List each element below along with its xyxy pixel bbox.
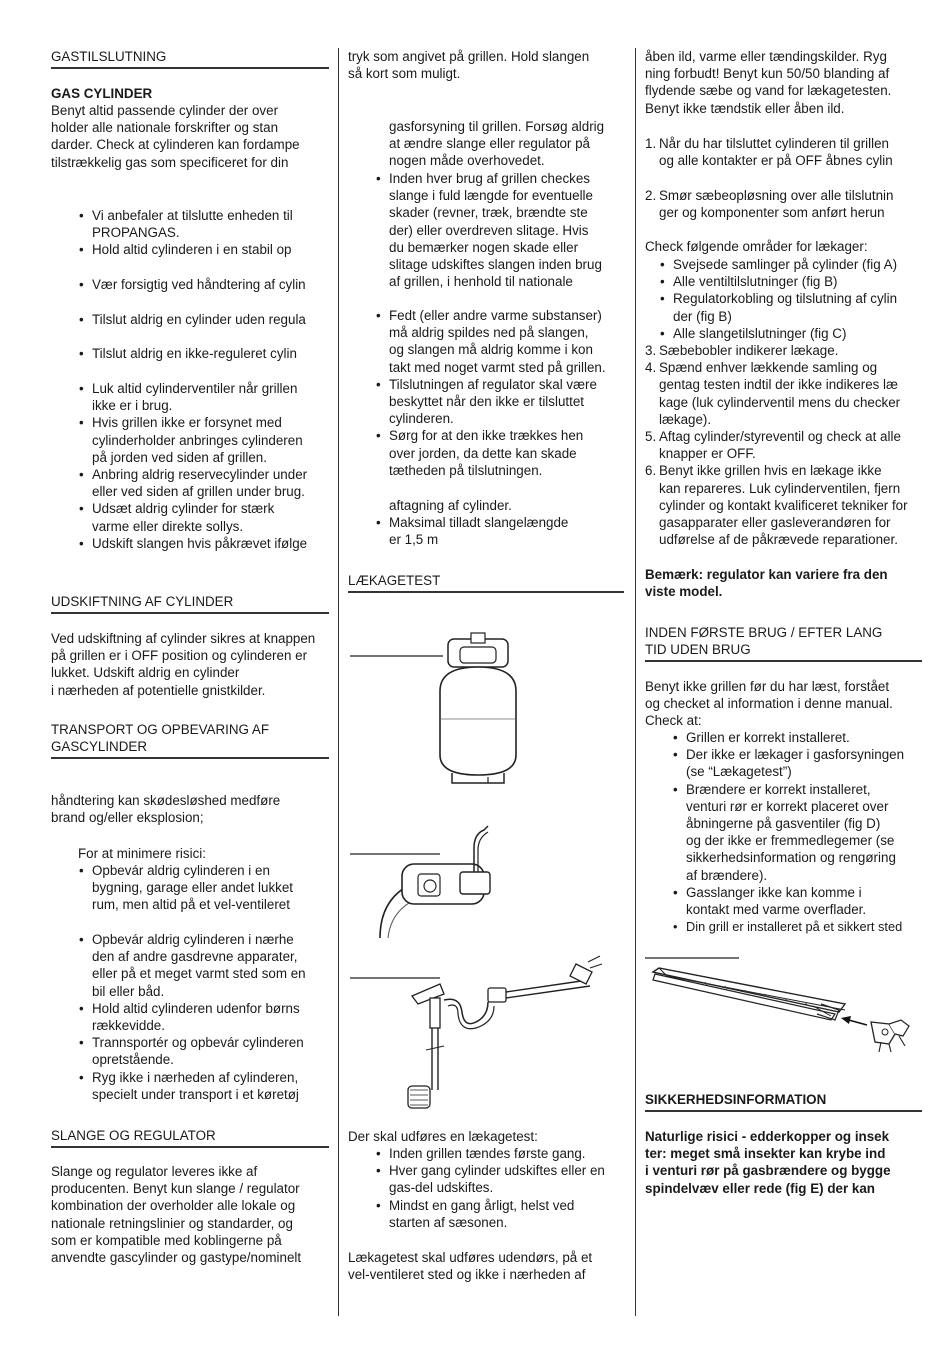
note-regulator: Bemærk: regulator kan variere fra den viste model.	[645, 567, 888, 600]
bullet-list-transport-1	[92, 862, 329, 914]
list-item: • Brændere er korrekt installeret, venturi rør er korrekt placeret over åbningerne på gasventiler (fig D) og der ikke er fremmedlegemer (se sikkerhedsinformation og rengøring af brændere).	[686, 781, 922, 884]
bullet-list-cylinder-1	[92, 207, 329, 362]
valve-regulator-illustration	[348, 820, 624, 940]
list-item: • Vær forsigtig ved håndtering af cylin	[92, 276, 329, 293]
indent-aftagning: aftagning af cylinder.	[389, 498, 512, 513]
list-item: • Sørg for at den ikke trækkes hen over jorden, da dette kan skade tætheden på tilslutningen.	[389, 427, 624, 479]
list-item: • Udsæt aldrig cylinder for stærk varme eller direkte sollys.	[92, 500, 329, 534]
list-item: • Regulatorkobling og tilslutning af cylin der (fig B)	[673, 290, 922, 324]
step-4: 4. Spænd enhver lækkende samling og gentag testen indtil der ikke indikeres læ kage (luk cylinderventil mens du checker lækage).	[645, 360, 901, 427]
list-item: • Alle slangetilslutninger (fig C)	[673, 325, 922, 342]
bullet-list-check	[673, 256, 922, 342]
list-item: • Inden grillen tændes første gang.	[389, 1145, 624, 1162]
check-intro: Check følgende områder for lækager:	[645, 239, 868, 254]
list-item: • Maksimal tilladt slangelængde er 1,5 m	[389, 514, 624, 548]
bullet-list-slange-3	[389, 514, 624, 548]
list-item: • Opbevár aldrig cylinderen i en bygning, garage eller andet lukket rum, men altid på et vel-ventileret	[92, 862, 329, 914]
step-3: 3. Sæbebobler indikerer lækage.	[645, 343, 839, 358]
list-item: • Hvis grillen ikke er forsynet med cylinderholder anbringes cylinderen på jorden ved siden af grillen.	[92, 414, 329, 466]
step-1: 1. Når du har tilsluttet cylinderen til grillen og alle kontakter er på OFF åbnes cylin	[645, 136, 893, 169]
bullet-list-slange-1	[389, 170, 624, 290]
heading-transport: TRANSPORT OG OPBEVARING AF GASCYLINDER	[51, 721, 329, 759]
bullet-list-slange-2	[389, 307, 624, 479]
bullet-list-laekagetest	[389, 1145, 624, 1231]
cylinder-illustration	[348, 625, 624, 790]
list-item: • Hver gang cylinder udskiftes eller en gas-del udskiftes.	[389, 1162, 624, 1196]
list-item: • Trannsportér og opbevár cylinderen opretstående.	[92, 1034, 329, 1068]
list-item: • Tilslut aldrig en ikke-reguleret cylin	[92, 345, 329, 362]
step-6: 6. Benyt ikke grillen hvis en lækage ikke kan repareres. Luk cylinderventilen, fjern cylinder og kontakt kvalificeret tekniker for gasapparater eller gasleverandøren for udførelse af de påkrævede reparationer.	[645, 463, 908, 548]
heading-slange: SLANGE OG REGULATOR	[51, 1127, 329, 1148]
heading-udskiftning: UDSKIFTNING AF CYLINDER	[51, 593, 329, 614]
para-sikkerhed: Naturlige risici - edderkopper og insek ter: meget små insekter kan krybe ind i venturi rør på gasbrændere og bygge spindelvæv eller rede (fig E) der kan	[645, 1129, 891, 1196]
bullet-list-transport-2	[92, 931, 329, 1103]
laekagetest-intro: Der skal udføres en lækagetest:	[348, 1129, 538, 1144]
step-5: 5. Aftag cylinder/styreventil og check at alle knapper er OFF.	[645, 429, 901, 462]
list-item: • Anbring aldrig reservecylinder under eller ved siden af grillen under brug.	[92, 466, 329, 500]
burner-venturi-illustration	[645, 950, 922, 1060]
list-item: • Svejsede samlinger på cylinder (fig A)	[673, 256, 922, 273]
para-laekagetest-cont: åben ild, varme eller tændingskilder. Ryg ning forbudt! Benyt kun 50/50 blanding af flydende sæbe og vand for lækagetesten. Benyt ikke tændstik eller åben ild.	[645, 49, 892, 116]
para-slange-cont: tryk som angivet på grillen. Hold slangen så kort som muligt.	[348, 49, 590, 82]
list-item: • Udskift slangen hvis påkrævet ifølge	[92, 535, 329, 552]
heading-laekagetest: LÆKAGETEST	[348, 572, 624, 593]
list-item: • Inden hver brug af grillen checkes slange i fuld længde for eventuelle skader (revner, træk, brændte ste der) eller overdreven slitage. Hvis du bemærker nogen skade eller slitage udskiftes slangen inden brug af grillen, i henhold til nationale	[389, 170, 624, 290]
list-item: • Alle ventiltilslutninger (fig B)	[673, 273, 922, 290]
list-item: • Opbevár aldrig cylinderen i nærhe den af andre gasdrevne apparater, eller på et meget varmt sted som en bil eller båd.	[92, 931, 329, 1000]
list-item: • Vi anbefaler at tilslutte enheden til PROPANGAS.	[92, 207, 329, 241]
list-item: • Tilslutningen af regulator skal være beskyttet når den ikke er tilsluttet cylinderen.	[389, 376, 624, 428]
list-item: • Grillen er korrekt installeret.	[686, 729, 922, 746]
para-transport: håndtering kan skødesløshed medføre brand og/eller eksplosion;	[51, 793, 281, 826]
subheading-gas-cylinder: GAS CYLINDER	[51, 86, 153, 101]
list-item: • Mindst en gang årligt, helst ved starten af sæsonen.	[389, 1197, 624, 1231]
list-item: • Tilslut aldrig en cylinder uden regula	[92, 311, 329, 328]
step-2: 2. Smør sæbeopløsning over alle tilslutnin ger og komponenter som anført herun	[645, 188, 894, 221]
bullet-list-inden	[686, 729, 922, 935]
para-udskiftning: Ved udskiftning af cylinder sikres at knappen på grillen er i OFF position og cylinderen er lukket. Udskift aldrig en cylinder i nærheden af potentielle gnistkilder.	[51, 631, 316, 698]
para-laekagetest: Lækagetest skal udføres udendørs, på et vel-ventileret sted og ikke i nærheden af	[348, 1250, 593, 1283]
bullet-list-cylinder-2	[92, 380, 329, 552]
heading-inden: INDEN FØRSTE BRUG / EFTER LANG TID UDEN BRUG	[645, 624, 922, 662]
para-gas-cylinder: Benyt altid passende cylinder der over holder alle nationale forskrifter og stan darder. Check at cylinderen kan fordampe tilstrækkelig gas som specificeret for din	[51, 103, 300, 170]
transport-intro: For at minimere risici:	[78, 846, 206, 861]
para-slange-indent: gasforsyning til grillen. Forsøg aldrig at ændre slange eller regulator på nogen måde overhovedet.	[389, 119, 605, 169]
para-inden: Benyt ikke grillen før du har læst, forstået og checket al information i denne manual. Check at:	[645, 679, 893, 729]
heading-sikkerhed: SIKKERHEDSINFORMATION	[645, 1091, 922, 1112]
list-item: • Hold altid cylinderen i en stabil op	[92, 241, 329, 258]
list-item: • Ryg ikke i nærheden af cylinderen, specielt under transport i et køretøj	[92, 1069, 329, 1103]
para-slange: Slange og regulator leveres ikke af producenten. Benyt kun slange / regulator kombination der overholder alle lokale og nationale retningslinier og standarder, og som er kompatible med koblingerne på anvendte gascylinder og gastype/nominelt	[51, 1164, 302, 1266]
heading-gastilslutning: GASTILSLUTNING	[51, 48, 329, 69]
list-item: • Fedt (eller andre varme substanser) må aldrig spildes ned på slangen, og slangen må aldrig komme i kon takt med noget varmt sted på grillen.	[389, 307, 624, 376]
list-item: • Luk altid cylinderventiler når grillen ikke er i brug.	[92, 380, 329, 414]
list-item: • Din grill er installeret på et sikkert sted	[686, 918, 922, 935]
list-item: • Hold altid cylinderen udenfor børns rækkevidde.	[92, 1000, 329, 1034]
steps-3-6	[645, 342, 922, 548]
list-item: • Gasslanger ikke kan komme i kontakt med varme overflader.	[686, 884, 922, 918]
list-item: • Der ikke er lækager i gasforsyningen (se “Lækagetest”)	[686, 746, 922, 780]
hose-connection-illustration	[348, 950, 624, 1115]
